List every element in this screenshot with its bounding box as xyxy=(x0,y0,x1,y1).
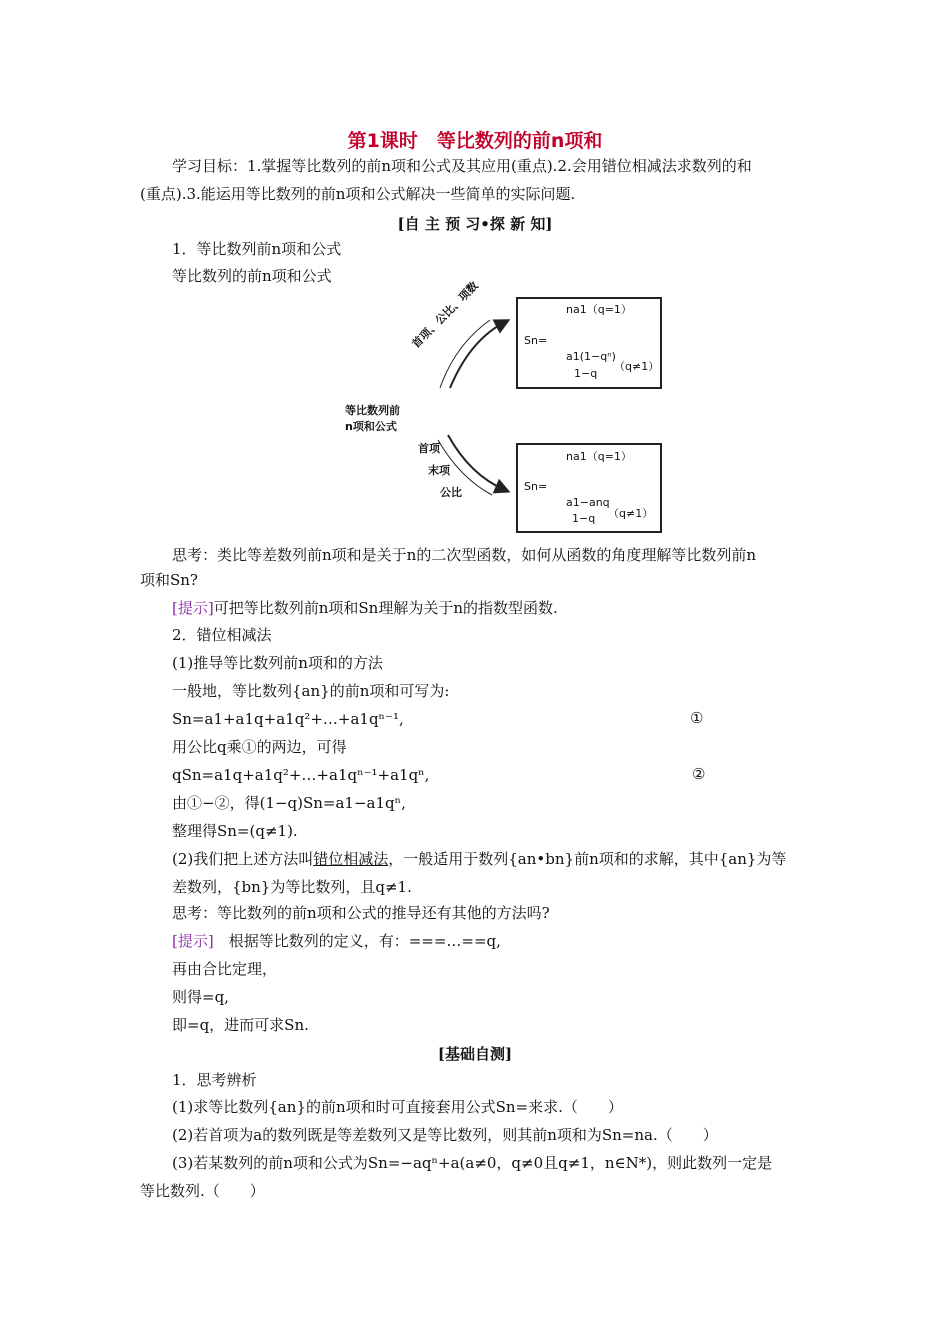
section-1-heading: 1．等比数列前n项和公式 xyxy=(172,240,342,258)
box2-sn: Sn= xyxy=(524,480,548,493)
box2-case2-numerator: a1−anq xyxy=(566,496,610,509)
diagram-center-line-2: n项和公式 xyxy=(345,420,397,433)
goals-line-2: (重点).3.能运用等比数列的前n项和公式解决一些简单的实际问题. xyxy=(140,185,576,203)
dislocation-subtraction-term: 错位相减法 xyxy=(313,850,389,868)
box1-case1: na1（q=1） xyxy=(566,303,632,316)
test-item-2: (2)若首项为a的数列既是等差数列又是等比数列，则其前n项和为Sn=na.（ ） xyxy=(172,1126,718,1144)
lower-arrow xyxy=(448,435,505,490)
think-1-question-line-1: 思考：类比等差数列前n项和是关于n的二次型函数，如何从函数的角度理解等比数列前n xyxy=(172,546,756,564)
box1-case2-numerator: a1(1−qⁿ) xyxy=(566,350,616,363)
hint-text-2: 根据等比数列的定义，有：===…==q, xyxy=(213,932,501,950)
preview-section-header: [自 主 预 习•探 新 知] xyxy=(397,215,553,233)
section-1-subheading: 等比数列的前n项和公式 xyxy=(172,267,332,285)
diagram-center-line-1: 等比数列前 xyxy=(345,404,400,417)
think-1-answer xyxy=(172,598,558,618)
test-item-3-line-1: (3)若某数列的前n项和公式为Sn=−aqⁿ+a(a≠0，q≠0且q≠1，n∈N*)，则此数列一定是 xyxy=(172,1154,773,1172)
hint-label-2: [提示] xyxy=(172,932,214,950)
think-2-line-3: 则得=q, xyxy=(172,988,229,1006)
section-2-p6 xyxy=(172,849,786,869)
section-2-p5: 整理得Sn=(q≠1). xyxy=(172,822,298,840)
box1-case2-condition: （q≠1） xyxy=(614,360,660,373)
section-2-p1: (1)推导等比数列前n项和的方法 xyxy=(172,654,383,672)
lower-arrow-label-1: 首项 xyxy=(418,442,440,455)
think-2-question: 思考：等比数列的前n项和公式的推导还有其他的方法吗? xyxy=(172,904,550,922)
upper-arrow xyxy=(450,322,505,388)
lower-arrow-label-2: 末项 xyxy=(428,464,450,477)
think-2-line-4: 即=q，进而可求Sn. xyxy=(172,1016,309,1034)
section-2-p7: 差数列，{bn}为等比数列，且q≠1. xyxy=(172,878,412,896)
p6-text-a: (2)我们把上述方法叫 xyxy=(172,850,314,868)
upper-arrow-label: 首项、公比、项数 xyxy=(409,279,481,351)
think-2-answer xyxy=(172,931,501,951)
hint-label: [提示] xyxy=(172,599,214,617)
section-2-p3: 用公比q乘①的两边，可得 xyxy=(172,738,347,756)
box2-case2-denominator: 1−q xyxy=(572,512,596,525)
think-2-line-2: 再由合比定理， xyxy=(172,960,278,978)
test-item-1: (1)求等比数列{an}的前n项和时可直接套用公式Sn=来求.（ ） xyxy=(172,1098,623,1116)
box2-case2-condition: （q≠1） xyxy=(608,507,654,520)
hint-text: 可把等比数列前n项和Sn理解为关于n的指数型函数. xyxy=(213,599,558,617)
test-item-3-line-2: 等比数列.（ ） xyxy=(140,1182,265,1200)
equation-2-marker: ② xyxy=(692,765,706,783)
page-title: 第1课时 等比数列的前n项和 xyxy=(347,130,603,152)
equation-1-marker: ① xyxy=(690,709,704,727)
section-2-p2: 一般地，等比数列{an}的前n项和可写为: xyxy=(172,682,450,700)
section-2-p4: 由①−②，得(1−q)Sn=a1−a1qⁿ, xyxy=(172,794,406,812)
equation-1: Sn=a1+a1q+a1q²+…+a1qⁿ⁻¹, xyxy=(172,710,404,728)
box1-case2-denominator: 1−q xyxy=(574,367,598,380)
lower-arrow-label-3: 公比 xyxy=(440,486,462,499)
section-2-heading: 2．错位相减法 xyxy=(172,626,272,644)
equation-2: qSn=a1q+a1q²+…+a1qⁿ⁻¹+a1qⁿ, xyxy=(172,766,430,784)
goals-line-1: 学习目标：1.掌握等比数列的前n项和公式及其应用(重点).2.会用错位相减法求数列的和 xyxy=(172,157,752,175)
box1-sn: Sn= xyxy=(524,334,548,347)
test-heading: 1．思考辨析 xyxy=(172,1071,257,1089)
p6-text-b: ，一般适用于数列{an•bn}前n项和的求解，其中{an}为等 xyxy=(388,850,787,868)
test-section-header: [基础自测] xyxy=(437,1045,513,1063)
think-1-question-line-2: 项和Sn? xyxy=(140,571,198,589)
box2-case1: na1（q=1） xyxy=(566,450,632,463)
